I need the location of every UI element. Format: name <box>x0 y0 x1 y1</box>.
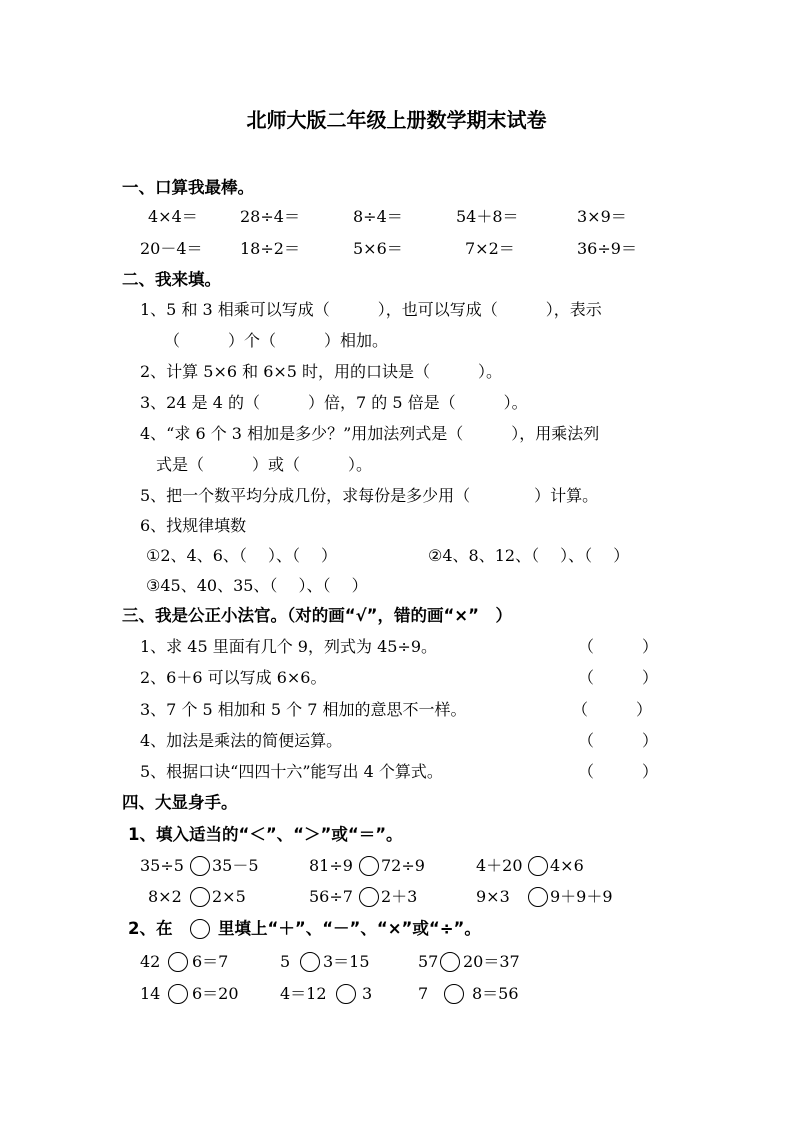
example-circle-icon <box>190 919 210 939</box>
answer-circle[interactable] <box>528 856 548 876</box>
pattern-item: ③45、40、35、（ ）、（ ） <box>146 576 368 595</box>
compare-left: 56÷7 <box>309 887 353 906</box>
op-left: 57 <box>418 952 439 971</box>
judge-item: 4、加法是乘法的简便运算。 <box>140 731 343 750</box>
op-left: 7 <box>418 984 429 1003</box>
op-right: 6＝20 <box>192 984 239 1003</box>
fill-question: 4、“求 6 个 3 相加是多少？”用加法列式是（ ），用乘法列 <box>140 424 600 443</box>
calc-item: 20－4＝ <box>140 239 203 258</box>
page-title: 北师大版二年级上册数学期末试卷 <box>246 108 547 132</box>
answer-circle[interactable] <box>168 984 188 1004</box>
op-left: 5 <box>280 952 291 971</box>
compare-right: 72÷9 <box>381 856 425 875</box>
section-4-heading: 四、大显身手。 <box>122 793 238 812</box>
judge-item: 1、求 45 里面有几个 9，列式为 45÷9。 <box>140 637 438 656</box>
fill-question: 式是（ ）或（ ）。 <box>156 455 373 474</box>
op-right: 3＝15 <box>323 952 370 971</box>
answer-bracket: （ ） <box>572 700 653 719</box>
judge-item: 3、7 个 5 相加和 5 个 7 相加的意思不一样。 <box>140 700 467 719</box>
answer-circle[interactable] <box>528 887 548 907</box>
answer-bracket: （ ） <box>578 668 659 687</box>
calc-item: 4×4＝ <box>148 207 198 226</box>
compare-left: 8×2 <box>148 887 182 906</box>
pattern-item: ①2、4、6、（ ）、（ ） <box>146 546 338 565</box>
pattern-item: ②4、8、12、（ ）、（ ） <box>428 546 630 565</box>
fill-question: 5、把一个数平均分成几份，求每份是多少用（ ）计算。 <box>140 486 599 505</box>
fill-question: 2、计算 5×6 和 6×5 时，用的口诀是（ ）。 <box>140 362 503 381</box>
answer-circle[interactable] <box>440 952 460 972</box>
judge-item: 5、根据口诀“四四十六”能写出 4 个算式。 <box>140 762 443 781</box>
op-right: 6＝7 <box>192 952 229 971</box>
calc-item: 18÷2＝ <box>240 239 300 258</box>
section-3-heading: 三、我是公正小法官。（对的画“√”，错的画“×” ） <box>122 606 512 625</box>
answer-circle[interactable] <box>444 984 464 1004</box>
answer-circle[interactable] <box>190 856 210 876</box>
judge-item: 2、6＋6 可以写成 6×6。 <box>140 668 327 687</box>
op-left: 4＝12 <box>280 984 327 1003</box>
compare-left: 35÷5 <box>140 856 184 875</box>
subsection-1-heading: 1、填入适当的“＜”、“＞”或“＝”。 <box>128 825 403 844</box>
subsection-2-instruction: 里填上“＋”、“－”、“×”或“÷”。 <box>218 919 481 938</box>
calc-item: 36÷9＝ <box>577 239 637 258</box>
answer-bracket: （ ） <box>578 731 659 750</box>
answer-circle[interactable] <box>300 952 320 972</box>
answer-bracket: （ ） <box>578 762 659 781</box>
calc-item: 28÷4＝ <box>240 207 300 226</box>
compare-left: 4＋20 <box>476 856 523 875</box>
compare-left: 81÷9 <box>309 856 353 875</box>
compare-left: 9×3 <box>476 887 510 906</box>
subsection-2-heading: 2、在 <box>128 919 173 938</box>
compare-right: 2×5 <box>212 887 246 906</box>
compare-right: 35－5 <box>212 856 259 875</box>
calc-item: 8÷4＝ <box>353 207 403 226</box>
answer-circle[interactable] <box>359 856 379 876</box>
answer-circle[interactable] <box>190 887 210 907</box>
section-1-heading: 一、口算我最棒。 <box>122 178 254 197</box>
answer-circle[interactable] <box>336 984 356 1004</box>
op-right: 3 <box>362 984 373 1003</box>
op-left: 42 <box>140 952 161 971</box>
answer-circle[interactable] <box>168 952 188 972</box>
answer-bracket: （ ） <box>578 637 659 656</box>
fill-question: （ ）个（ ）相加。 <box>164 331 389 350</box>
compare-right: 2＋3 <box>381 887 418 906</box>
compare-right: 9＋9＋9 <box>550 887 613 906</box>
fill-question: 3、24 是 4 的（ ）倍，7 的 5 倍是（ ）。 <box>140 393 528 412</box>
calc-item: 3×9＝ <box>577 207 627 226</box>
op-left: 14 <box>140 984 161 1003</box>
section-2-heading: 二、我来填。 <box>122 270 221 289</box>
answer-circle[interactable] <box>359 887 379 907</box>
op-right: 20＝37 <box>463 952 520 971</box>
calc-item: 7×2＝ <box>465 239 515 258</box>
calc-item: 5×6＝ <box>353 239 403 258</box>
op-right: 8＝56 <box>472 984 519 1003</box>
calc-item: 54＋8＝ <box>456 207 519 226</box>
fill-question: 6、找规律填数 <box>140 516 247 535</box>
compare-right: 4×6 <box>550 856 584 875</box>
fill-question: 1、5 和 3 相乘可以写成（ ），也可以写成（ ），表示 <box>140 300 602 319</box>
